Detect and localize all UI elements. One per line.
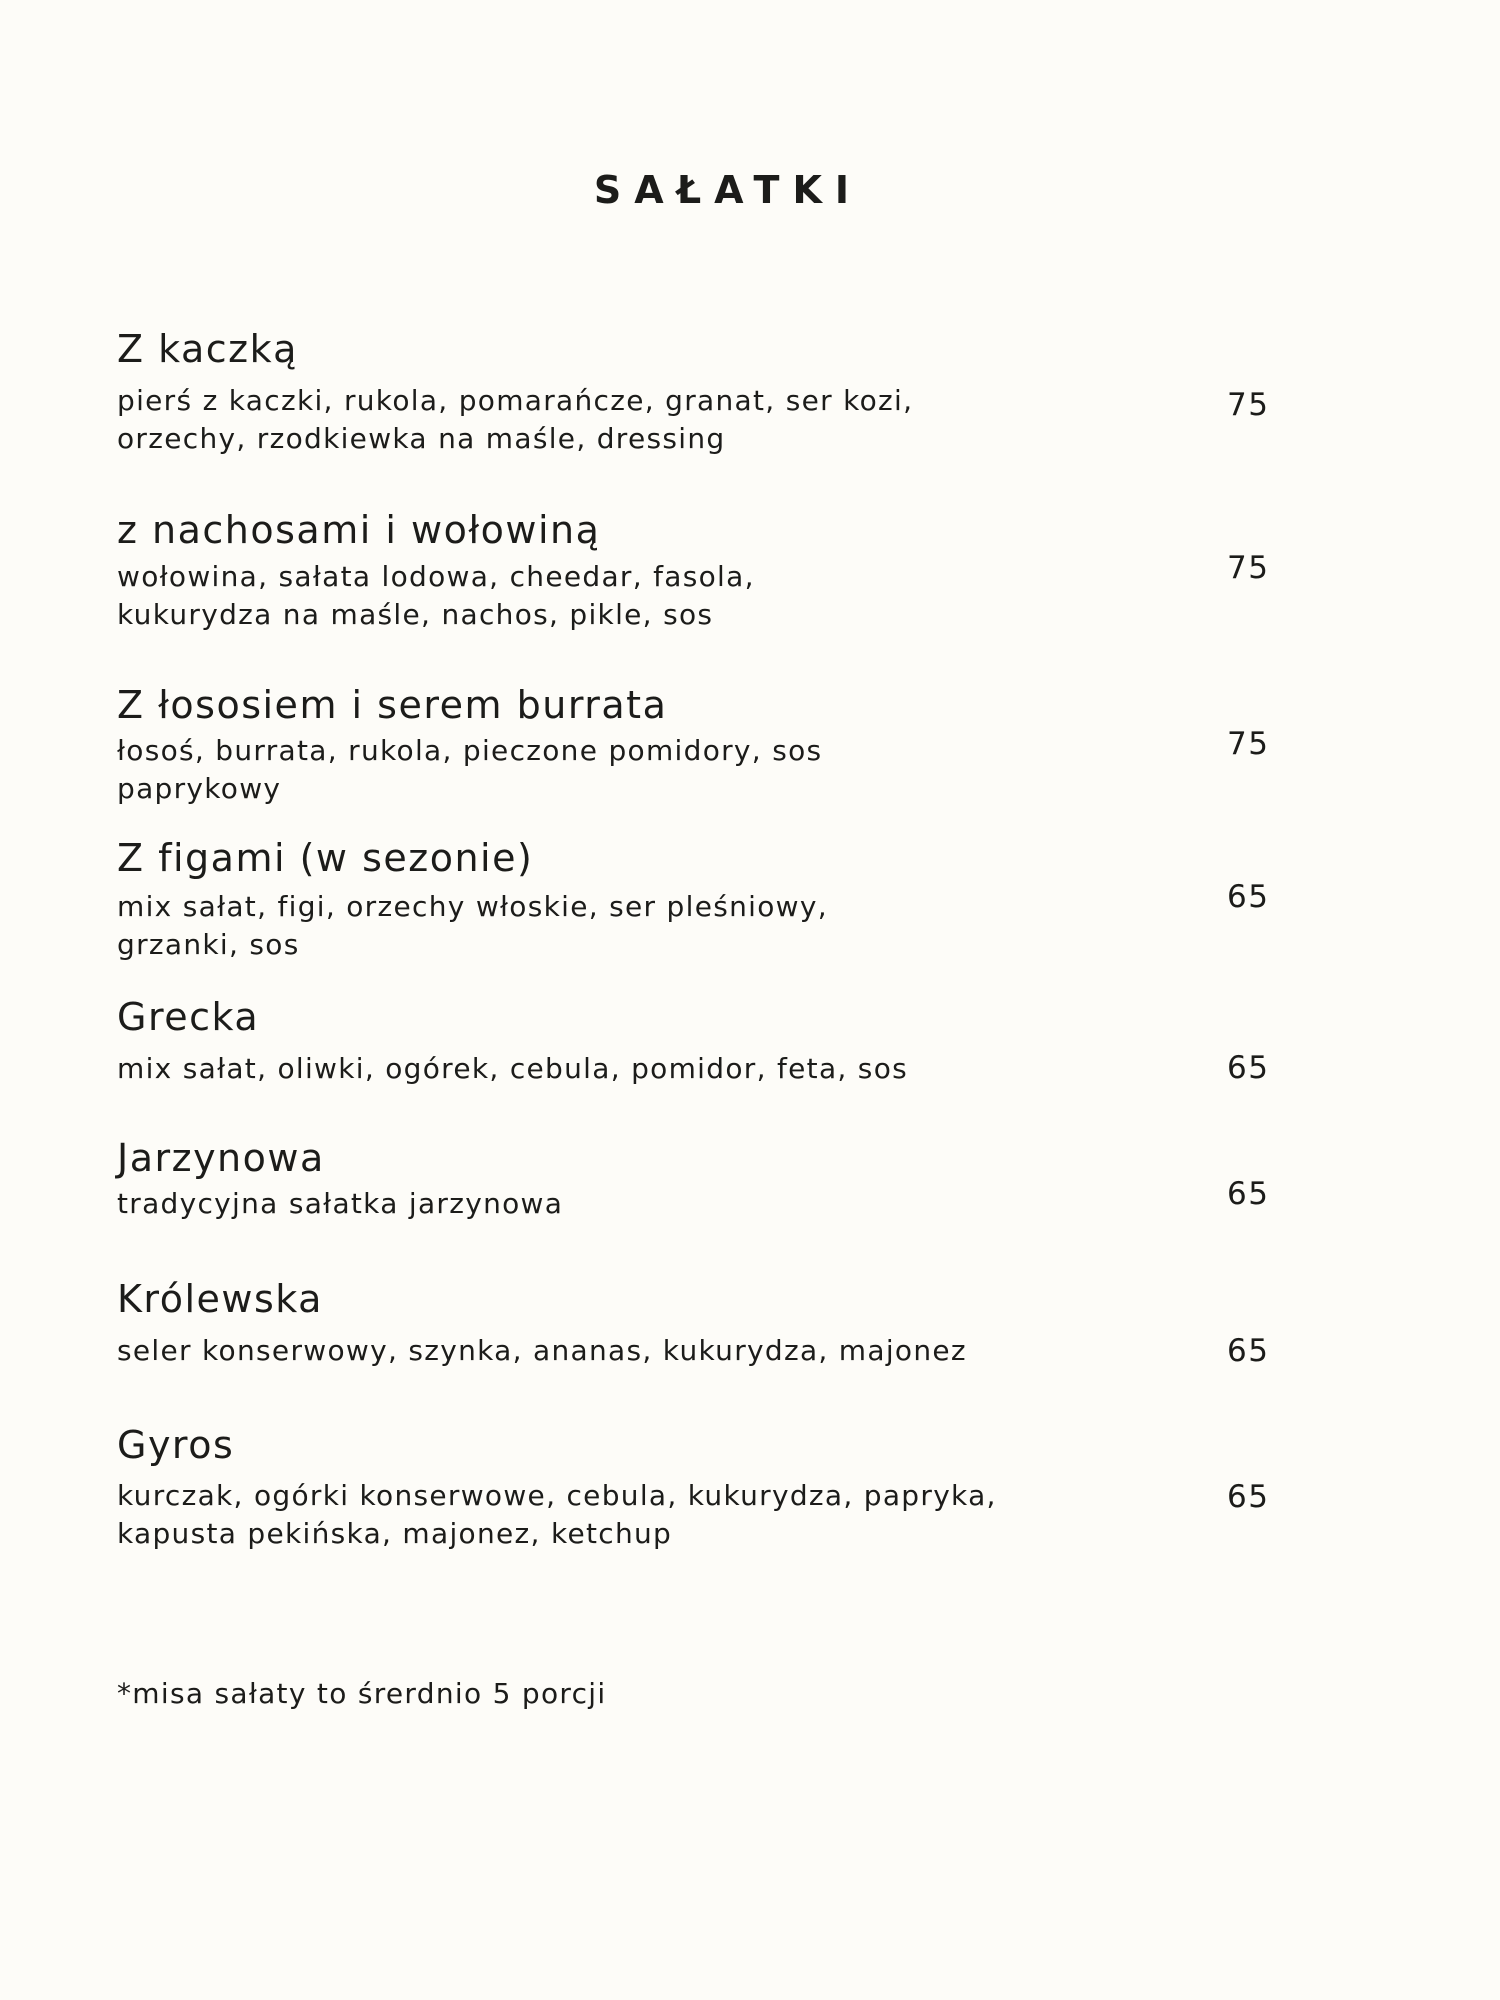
item-description-line: mix sałat, figi, orzechy włoskie, ser pleśniowy, — [117, 890, 828, 923]
item-name: Gyros — [117, 1423, 235, 1467]
item-description-line: grzanki, sos — [117, 928, 300, 961]
item-description-line: mix sałat, oliwki, ogórek, cebula, pomidor, feta, sos — [117, 1052, 909, 1085]
item-price: 75 — [1227, 550, 1270, 586]
item-description-line: tradycyjna sałatka jarzynowa — [117, 1187, 564, 1220]
item-price: 75 — [1227, 387, 1270, 423]
item-name: Z figami (w sezonie) — [117, 836, 534, 880]
item-description-line: kapusta pekińska, majonez, ketchup — [117, 1517, 673, 1550]
item-description — [117, 558, 1097, 634]
item-description-line: łosoś, burrata, rukola, pieczone pomidory, sos — [117, 734, 823, 767]
item-description-line: orzechy, rzodkiewka na maśle, dressing — [117, 422, 726, 455]
item-price: 65 — [1227, 1050, 1270, 1086]
item-name: Jarzynowa — [117, 1136, 325, 1180]
item-description — [117, 1185, 1097, 1223]
item-description — [117, 732, 1097, 808]
item-description — [117, 1050, 1097, 1088]
page-title: SAŁATKI — [593, 168, 863, 212]
item-description — [117, 1332, 1097, 1370]
item-name: Z kaczką — [117, 327, 298, 371]
item-name: z nachosami i wołowiną — [117, 508, 601, 552]
item-price: 65 — [1227, 879, 1270, 915]
item-description — [117, 382, 1097, 458]
item-description — [117, 1477, 1097, 1553]
item-description-line: kukurydza na maśle, nachos, pikle, sos — [117, 598, 714, 631]
item-description-line: pierś z kaczki, rukola, pomarańcze, granat, ser kozi, — [117, 384, 914, 417]
footnote: *misa sałaty to śrerdnio 5 porcji — [117, 1677, 607, 1710]
item-name: Grecka — [117, 995, 260, 1039]
item-description-line: wołowina, sałata lodowa, cheedar, fasola, — [117, 560, 755, 593]
item-description — [117, 888, 1097, 964]
item-price: 65 — [1227, 1479, 1270, 1515]
item-price: 65 — [1227, 1333, 1270, 1369]
item-description-line: kurczak, ogórki konserwowe, cebula, kukurydza, papryka, — [117, 1479, 997, 1512]
item-description-line: paprykowy — [117, 772, 282, 805]
item-name: Królewska — [117, 1277, 323, 1321]
item-price: 75 — [1227, 726, 1270, 762]
item-price: 65 — [1227, 1176, 1270, 1212]
item-description-line: seler konserwowy, szynka, ananas, kukurydza, majonez — [117, 1334, 967, 1367]
item-name: Z łososiem i serem burrata — [117, 683, 668, 727]
